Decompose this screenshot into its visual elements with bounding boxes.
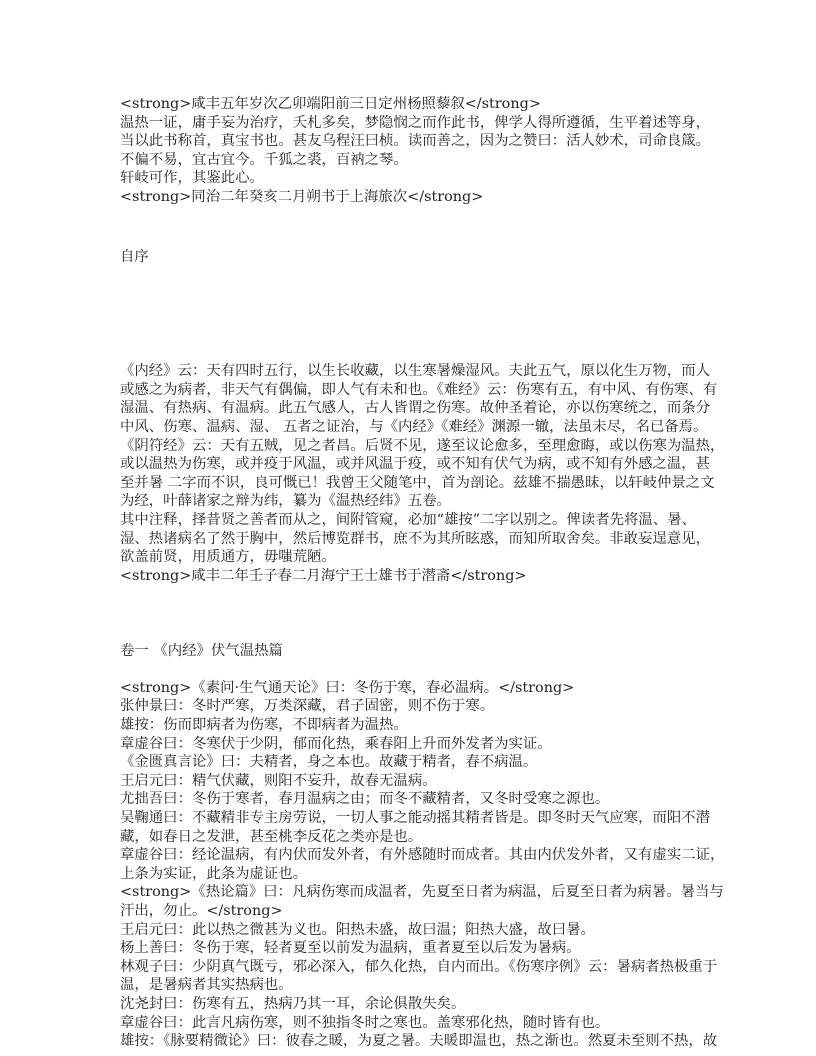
text-line: 温，是暑病者其实热病也。 xyxy=(120,977,293,994)
text-line: 至并暑 二字而不识，良可慨已！我曾王父随笔中，首为剖论。兹雄不揣愚昧，以轩岐仲景之文 xyxy=(120,474,715,491)
text-line: 《阴符经》云：天有五贼，见之者昌。后贤不见，遂至议论愈多，至理愈晦，或以伤寒为温热， xyxy=(120,437,725,454)
text-line: 《内经》云：天有四时五行，以生长收藏，以生寒暑燥湿风。夫此五气，原以化生万物，而人 xyxy=(120,363,711,380)
text-line: 沈尧封曰：伤寒有五，热病乃其一耳，余论俱散失矣。 xyxy=(120,995,466,1012)
text-line: 王启元曰：精气伏藏，则阳不妄升，故春无温病。 xyxy=(120,772,437,789)
text-line: 雄按：《脉要精微论》曰：彼春之暖，为夏之暑。夫暖即温也，热之渐也。然夏未至则不热，故 xyxy=(120,1033,718,1050)
text-line: 湿温、有热病、有温病。此五气感人，古人皆谓之伤寒。故仲圣着论，亦以伤寒统之，而条分 xyxy=(120,400,711,417)
text-line: 湿、热诸病名了然于胸中，然后博览群书，庶不为其所眩惑，而知所取舍矣。非敢妄逞意见， xyxy=(120,530,711,547)
text-line: 雄按：伤而即病者为伤寒，不即病者为温热。 xyxy=(120,717,408,734)
chapter-one-body xyxy=(120,679,725,1051)
preface-wang-shixiong xyxy=(120,362,725,585)
document-page xyxy=(120,95,725,1051)
text-line: <strong>咸丰五年岁次乙卯端阳前三日定州杨照藜叙</strong> xyxy=(120,96,541,112)
text-line: 轩岐可作，其鉴此心。 xyxy=(120,170,264,187)
text-line: 林观子曰：少阴真气既亏，邪必深入，郁久化热，自内而出。《伤寒序例》云：暑病者热极重于 xyxy=(120,958,718,975)
text-line: 章虚谷曰：此言凡病伤寒，则不独指冬时之寒也。盖寒邪化热，随时皆有也。 xyxy=(120,1014,610,1031)
text-line: 张仲景曰：冬时严寒，万类深藏，君子固密，则不伤于寒。 xyxy=(120,698,495,715)
text-line: 汗出，勿止。</strong> xyxy=(120,903,283,919)
preface-yang-zhaoli xyxy=(120,95,720,207)
text-line: 或感之为病者，非天气有偶偏，即人气有未和也。《难经》云：伤寒有五，有中风、有伤寒、有 xyxy=(120,381,718,398)
section-heading-self-preface: 自序 xyxy=(120,248,149,265)
text-line: <strong>《热论篇》曰：凡病伤寒而成温者，先夏至日者为病温，后夏至日者为病暑。暑当与 xyxy=(120,884,724,901)
text-line: 杨上善曰：冬伤于寒，轻者夏至以前发为温病，重者夏至以后发为暑病。 xyxy=(120,940,581,957)
text-line: 《金匮真言论》曰：夫精者，身之本也。故藏于精者，春不病温。 xyxy=(120,754,538,771)
text-line: 藏，如春日之发泄，甚至桃李反花之类亦是也。 xyxy=(120,828,423,845)
text-line: <strong>同治二年癸亥二月朔书于上海旅次</strong> xyxy=(120,188,484,205)
text-line: 章虚谷曰：冬寒伏于少阴，郁而化热，乘春阳上升而外发者为实证。 xyxy=(120,735,552,752)
text-line: 当以此书称首，真宝书也。甚友乌程汪曰桢。读而善之，因为之赞曰：活人妙术，司命良箴。 xyxy=(120,133,711,150)
text-line: 其中注释，择昔贤之善者而从之，间附管窥，必加“雄按”二字以别之。俾读者先将温、暑、 xyxy=(120,511,696,528)
text-line: 或以温热为伤寒，或并疫于风温，或并风温于疫，或不知有伏气为病，或不知有外感之温，甚 xyxy=(120,456,711,473)
text-line: 不偏不易，宜古宜今。千狐之裘，百衲之琴。 xyxy=(120,151,408,168)
text-line: 欲盖前贤，用质通方，毋嗤荒陋。 xyxy=(120,549,336,566)
text-line: 王启元曰：此以热之微甚为义也。阳热未盛，故曰温；阳热大盛，故曰暑。 xyxy=(120,921,595,938)
text-line: 上条为实证，此条为虚证也。 xyxy=(120,865,308,882)
text-line: 章虚谷曰：经论温病，有内伏而发外者，有外感随时而成者。其由内伏发外者，又有虚实二证， xyxy=(120,847,725,864)
chapter-heading: 卷一 《内经》伏气温热篇 xyxy=(120,643,283,660)
text-line: 吴鞠通曰：不藏精非专主房劳说，一切人事之能动摇其精者皆是。即冬时天气应寒，而阳不潜 xyxy=(120,810,711,827)
text-line: <strong>《素问·生气通天论》曰：冬伤于寒，春必温病。</strong> xyxy=(120,679,575,696)
text-line: 为经，叶薛诸家之辩为纬，纂为《温热经纬》五卷。 xyxy=(120,493,451,510)
text-line: 温热一证，庸手妄为治疗，夭札多矣，梦隐悯之而作此书，俾学人得所遵循，生平着述等身， xyxy=(120,114,711,131)
text-line: 中风、伤寒、温病、湿、 五者之证治，与《内经》《难经》渊源一辙，法虽未尽，名已备焉。 xyxy=(120,418,708,435)
text-line: 尤拙吾曰：冬伤于寒者，春月温病之由；而冬不藏精者，又冬时受寒之源也。 xyxy=(120,791,610,808)
text-line: <strong>咸丰二年壬子春二月海宁王士雄书于潜斋</strong> xyxy=(120,567,527,584)
